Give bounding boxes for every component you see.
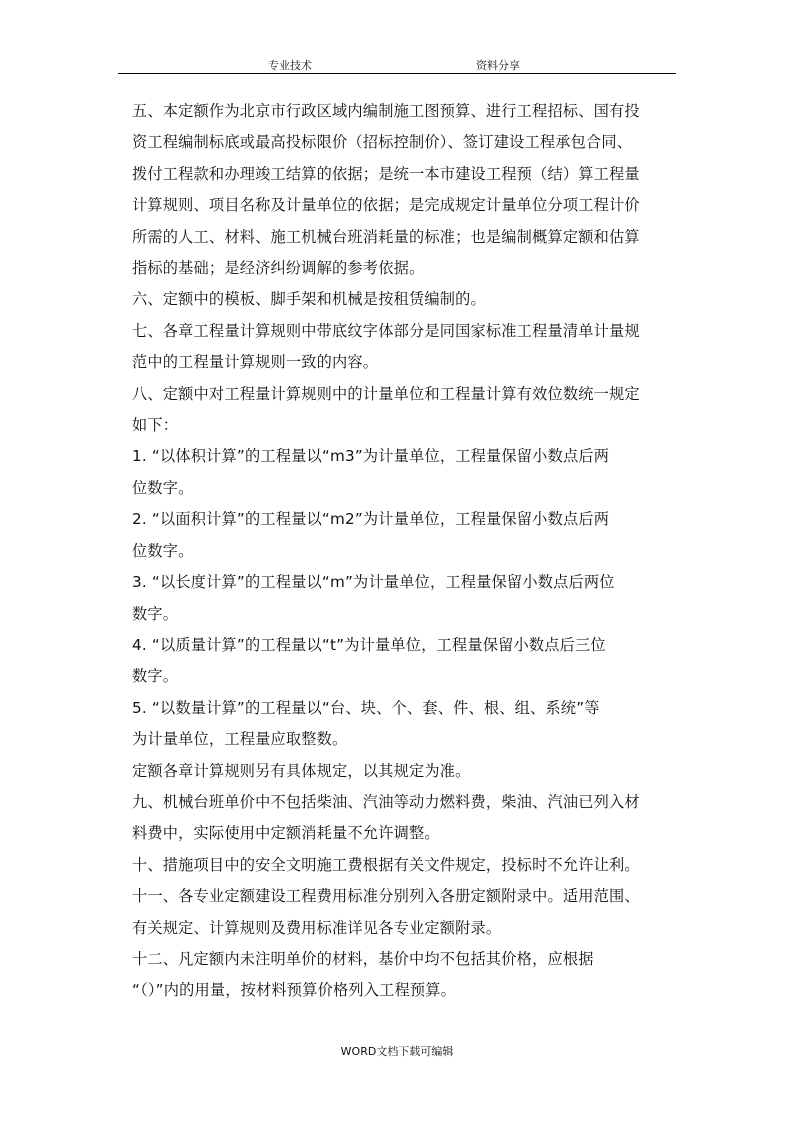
page-header xyxy=(118,55,676,74)
text-line: 有关规定、计算规则及费用标准详见各专业定额附录。 xyxy=(132,918,502,937)
header-right-text: 资料分享 xyxy=(476,59,520,72)
header-left-text: 专业技术 xyxy=(268,59,312,72)
text-line: 五、本定额作为北京市行政区域内编制施工图预算、进行工程招标、国有投 xyxy=(132,102,640,120)
text-line: 位数字。 xyxy=(132,541,194,560)
text-line: 十、措施项目中的安全文明施工费根据有关文件规定，投标时不允许让利。 xyxy=(132,855,640,874)
text-line: 定额各章计算规则另有具体规定，以其规定为准。 xyxy=(132,761,471,780)
text-line: 为计量单位，工程量应取整数。 xyxy=(132,730,348,749)
text-line: 七、各章工程量计算规则中带底纹字体部分是同国家标准工程量清单计量规 xyxy=(132,321,640,340)
text-line: 计算规则、项目名称及计量单位的依据；是完成规定计量单位分项工程计价 xyxy=(132,196,640,215)
text-line: 八、定额中对工程量计算规则中的计量单位和工程量计算有效位数统一规定 xyxy=(132,384,640,403)
text-line: 数字。 xyxy=(132,667,179,686)
text-line: 拨付工程款和办理竣工结算的依据；是统一本市建设工程预（结）算工程量 xyxy=(132,164,640,183)
text-line: 1. “以体积计算”的工程量以“m3”为计量单位，工程量保留小数点后两 xyxy=(132,447,610,466)
text-line: 5. “以数量计算”的工程量以“台、块、个、套、件、根、组、系统”等 xyxy=(132,698,600,717)
text-line: 位数字。 xyxy=(132,478,194,497)
text-line: 2. “以面积计算”的工程量以“m2”为计量单位，工程量保留小数点后两 xyxy=(132,510,610,529)
text-line: 十二、凡定额内未注明单价的材料，基价中均不包括其价格，应根据 xyxy=(132,949,594,968)
text-line: 4. “以质量计算”的工程量以“t”为计量单位，工程量保留小数点后三位 xyxy=(132,635,606,654)
text-line: 指标的基础；是经济纠纷调解的参考依据。 xyxy=(132,259,425,278)
text-line: 范中的工程量计算规则一致的内容。 xyxy=(132,353,379,372)
page-footer: WORD文档下载可编辑 xyxy=(340,1045,454,1058)
text-line: 如下： xyxy=(132,416,179,435)
text-line: 六、定额中的模板、脚手架和机械是按租赁编制的。 xyxy=(132,290,486,309)
text-line: “（）”内的用量，按材料预算价格列入工程预算。 xyxy=(132,981,457,1000)
text-line: 十一、各专业定额建设工程费用标准分别列入各册定额附录中。适用范围、 xyxy=(132,887,640,906)
text-line: 资工程编制标底或最高投标限价（招标控制价）、签订建设工程承包合同、 xyxy=(132,133,633,152)
text-line: 九、机械台班单价中不包括柴油、汽油等动力燃料费，柴油、汽油已列入材 xyxy=(132,792,640,811)
text-line: 料费中，实际使用中定额消耗量不允许调整。 xyxy=(132,824,440,843)
text-line: 所需的人工、材料、施工机械台班消耗量的标准；也是编制概算定额和估算 xyxy=(132,227,640,246)
document-body xyxy=(132,96,672,1007)
text-line: 数字。 xyxy=(132,604,179,623)
text-line: 3. “以长度计算”的工程量以“m”为计量单位，工程量保留小数点后两位 xyxy=(132,573,615,592)
